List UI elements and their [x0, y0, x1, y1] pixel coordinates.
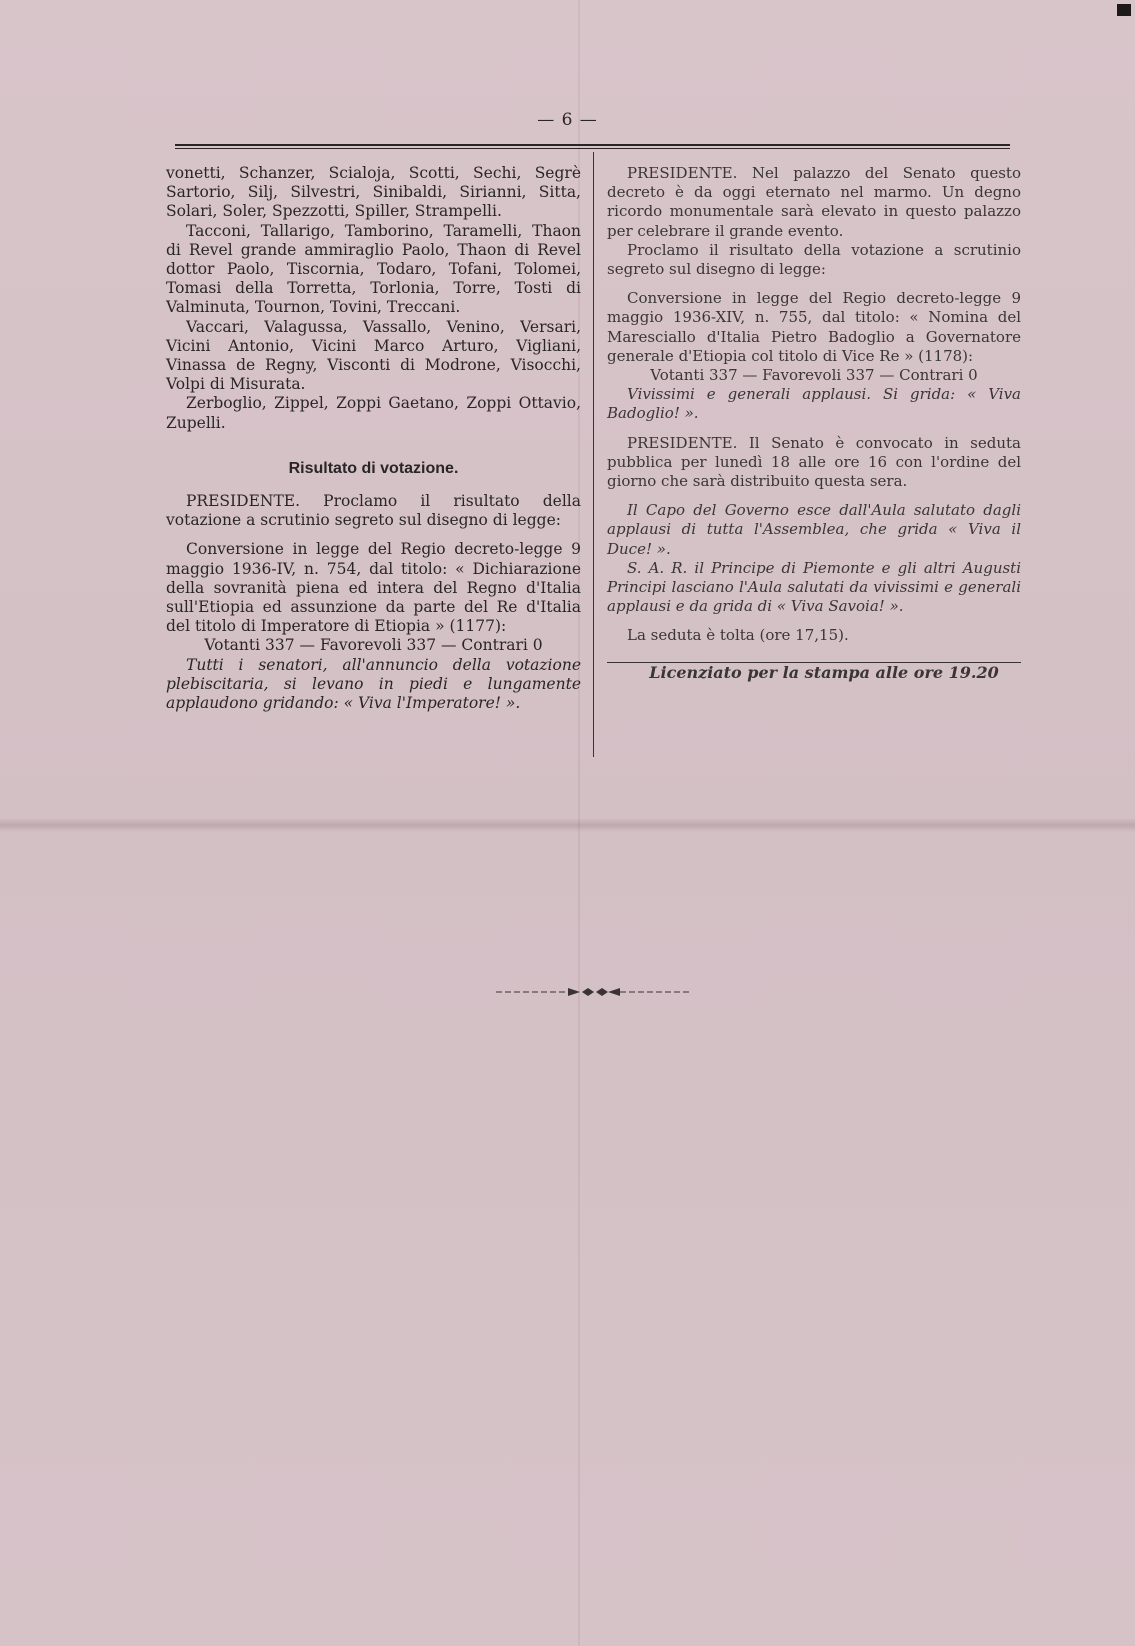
senator-list-v2: Vaccari, Valagussa, Vassallo, Venino, Versari, Vicini Antonio, Vicini Marco Arturo, Vigliani, Vinassa de Regny, Visconti di Modrone, Visocchi, Volpi di Misurata.: [166, 317, 581, 394]
principe-note: S. A. R. il Principe di Piemonte e gli altri Augusti Principi lasciano l'Aula salutati da vivissimi e generali applausi e da grida di « Viva Savoia! ».: [607, 558, 1021, 616]
section-heading: Risultato di votazione.: [288, 459, 459, 477]
header-rule: [175, 144, 1010, 146]
header-rule-thin: [175, 148, 1010, 149]
corner-mark: [1117, 4, 1131, 16]
applause-note-1178: Vivissimi e generali applausi. Si grida: « Viva Badoglio! ».: [607, 385, 1021, 423]
bill-title-1177: Conversione in legge del Regio decreto-legge 9 maggio 1936-IV, n. 754, dal titolo: « Dichiarazione della sovranità piena ed intera del Regno d'Italia sull'Etiopia ed assunzione da parte del Re d'Italia del titolo di Imperatore di Etiopia » (1177):: [166, 540, 581, 636]
right-column: [607, 164, 1021, 682]
vote-result-1178: Votanti 337 — Favorevoli 337 — Contrari 0: [650, 366, 978, 385]
licenziato-line: Licenziato per la stampa alle ore 19.20: [649, 662, 999, 682]
paper-fold: [0, 818, 1135, 832]
capo-governo-note: Il Capo del Governo esce dall'Aula salutato dagli applausi di tutta l'Assemblea, che grida « Viva il Duce! ».: [607, 501, 1021, 558]
senator-list-z: Zerboglio, Zippel, Zoppi Gaetano, Zoppi Ottavio, Zupelli.: [166, 394, 581, 432]
presidente-statement-marble: PRESIDENTE. Nel palazzo del Senato questo decreto è da oggi eternato nel marmo. Un degno ricordo monumentale sarà elevato in questo palazzo per celebrare il grande evento.: [607, 164, 1021, 240]
bill-title-1178: Conversione in legge del Regio decreto-legge 9 maggio 1936-XIV, n. 755, dal titolo: « Nomina del Maresciallo d'Italia Pietro Badoglio a Governatore generale d'Etiopia col titolo di Vice Re » (1178):: [607, 289, 1021, 365]
presidente-statement: PRESIDENTE. Proclamo il risultato della votazione a scrutinio segreto sul disegno di legge:: [166, 492, 581, 530]
applause-note-1177: Tutti i senatori, all'annuncio della votazione plebiscitaria, si levano in piedi e lungamente applaudono gridando: « Viva l'Imperatore! ».: [166, 655, 581, 713]
proclamo-statement: Proclamo il risultato della votazione a scrutinio segreto sul disegno di legge:: [607, 240, 1021, 279]
vote-result-1177: Votanti 337 — Favorevoli 337 — Contrari 0: [204, 636, 543, 655]
senator-list-t: Tacconi, Tallarigo, Tamborino, Taramelli, Thaon di Revel grande ammiraglio Paolo, Thaon di Revel dottor Paolo, Tiscornia, Todaro, Tofani, Tolomei, Tomasi della Torretta, Torlonia, Torre, Tosti di Valminuta, Tournon, Tovini, Treccani.: [166, 221, 581, 317]
presidente-convocation: PRESIDENTE. Il Senato è convocato in seduta pubblica per lunedì 18 alle ore 16 con l'ordine del giorno che sarà distribuito questa sera.: [607, 433, 1021, 491]
page-number: — 6 —: [537, 110, 598, 130]
left-column: [166, 164, 581, 713]
column-separator: [593, 152, 594, 757]
seduta-closed: La seduta è tolta (ore 17,15).: [627, 626, 849, 645]
senator-list-v: vonetti, Schanzer, Scialoja, Scotti, Sechi, Segrè Sartorio, Silj, Silvestri, Sinibaldi, Sirianni, Sitta, Solari, Soler, Spezzotti, Spiller, Strampelli.: [166, 164, 581, 221]
typographic-ornament-icon: [496, 985, 692, 999]
